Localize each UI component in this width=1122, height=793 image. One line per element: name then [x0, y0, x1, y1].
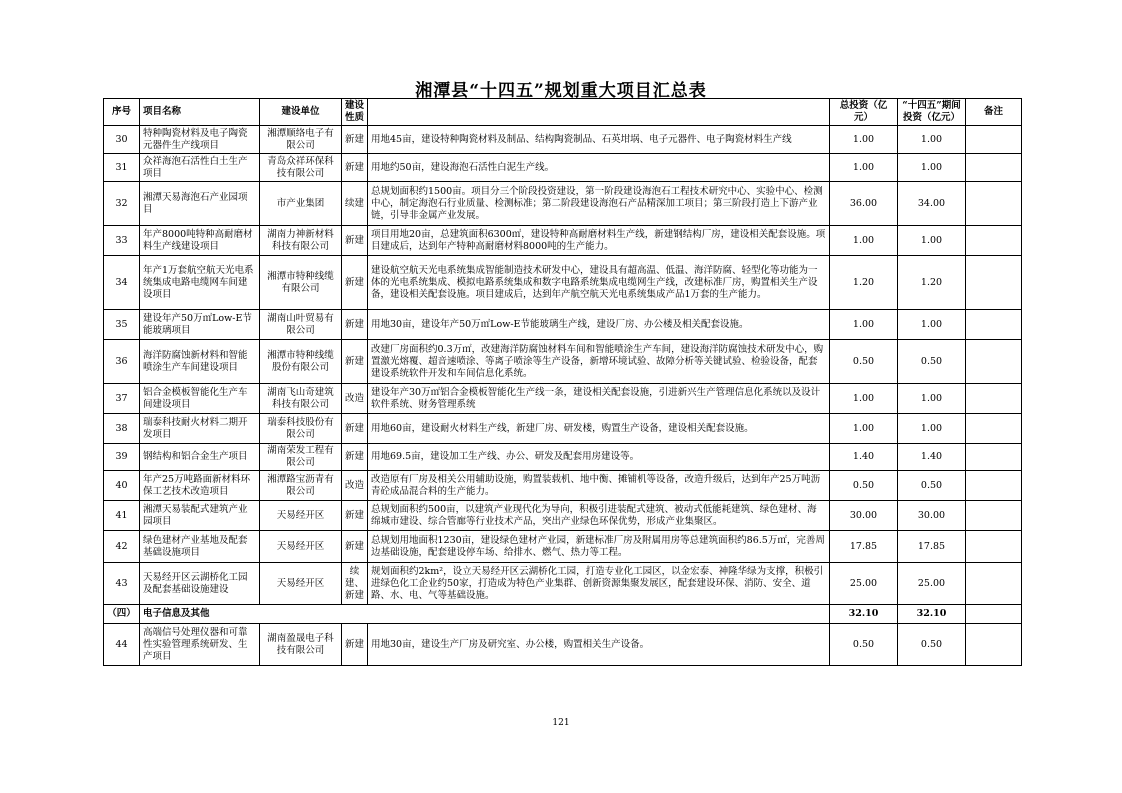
table-row — [104, 471, 1022, 501]
table-header-row — [104, 99, 1022, 126]
row-total-investment: 1.40 — [830, 444, 898, 471]
row-nature: 新建 — [342, 624, 368, 666]
row-project-name: 众祥海泡石活性白土生产项目 — [140, 154, 260, 182]
row-total-investment: 1.00 — [830, 414, 898, 444]
row-builder: 湖南力神新材料科技有限公司 — [260, 226, 342, 256]
row-total-investment: 36.00 — [830, 182, 898, 226]
table-row — [104, 154, 1022, 182]
row-nature: 续建 — [342, 182, 368, 226]
row-builder: 天易经开区 — [260, 531, 342, 563]
row-no: 37 — [104, 384, 140, 414]
table-row — [104, 126, 1022, 154]
row-remark — [966, 226, 1022, 256]
section-remark — [966, 605, 1022, 624]
row-plan-investment: 1.40 — [898, 444, 966, 471]
row-remark — [966, 310, 1022, 340]
table-row — [104, 340, 1022, 384]
row-remark — [966, 624, 1022, 666]
row-no: 38 — [104, 414, 140, 444]
row-remark — [966, 444, 1022, 471]
row-no: 30 — [104, 126, 140, 154]
table-row — [104, 226, 1022, 256]
row-total-investment: 30.00 — [830, 501, 898, 531]
row-no: 31 — [104, 154, 140, 182]
row-remark — [966, 563, 1022, 605]
row-total-investment: 0.50 — [830, 471, 898, 501]
row-remark — [966, 182, 1022, 226]
row-content: 建设年产30万㎡铝合金模板智能化生产线一条，建设相关配套设施，引进新兴生产管理信息化系统以及设计软件系统、财务管理系统 — [368, 384, 830, 414]
row-nature: 新建 — [342, 340, 368, 384]
header-nature: 建设性质 — [342, 99, 368, 126]
table-row — [104, 444, 1022, 471]
row-project-name: 湘潭天易装配式建筑产业园项目 — [140, 501, 260, 531]
row-plan-investment: 0.50 — [898, 471, 966, 501]
row-project-name: 天易经开区云湖桥化工园及配套基础设施建设 — [140, 563, 260, 605]
row-remark — [966, 501, 1022, 531]
row-remark — [966, 471, 1022, 501]
row-no: 35 — [104, 310, 140, 340]
row-content: 用地30亩，建设生产厂房及研究室、办公楼，购置相关生产设备。 — [368, 624, 830, 666]
row-remark — [966, 126, 1022, 154]
row-project-name: 钢结构和铝合金生产项目 — [140, 444, 260, 471]
row-plan-investment: 17.85 — [898, 531, 966, 563]
table-row — [104, 182, 1022, 226]
row-content: 用地约50亩，建设海泡石活性白泥生产线。 — [368, 154, 830, 182]
row-content: 改造原有厂房及相关公用辅助设施，购置装载机、地中衡、摊铺机等设备，改造升级后，达到年产25万吨沥青砼成品混合料的生产能力。 — [368, 471, 830, 501]
row-plan-investment: 1.00 — [898, 126, 966, 154]
row-no: 42 — [104, 531, 140, 563]
row-no: 34 — [104, 256, 140, 310]
table-row — [104, 624, 1022, 666]
row-nature: 新建 — [342, 414, 368, 444]
row-project-name: 湘潭天易海泡石产业园项目 — [140, 182, 260, 226]
header-name: 项目名称 — [140, 99, 260, 126]
row-builder: 天易经开区 — [260, 501, 342, 531]
row-builder: 湘潭市特种线缆有限公司 — [260, 256, 342, 310]
row-total-investment: 1.00 — [830, 310, 898, 340]
row-plan-investment: 1.00 — [898, 310, 966, 340]
row-nature: 改造 — [342, 471, 368, 501]
row-content: 用地60亩，建设耐火材料生产线，新建厂房、研发楼，购置生产设备，建设相关配套设施。 — [368, 414, 830, 444]
row-plan-investment: 1.20 — [898, 256, 966, 310]
row-remark — [966, 531, 1022, 563]
section-row — [104, 605, 1022, 624]
row-nature: 新建 — [342, 531, 368, 563]
row-total-investment: 25.00 — [830, 563, 898, 605]
row-no: 43 — [104, 563, 140, 605]
row-builder: 湘潭路宝沥青有限公司 — [260, 471, 342, 501]
section-plan: 32.10 — [898, 605, 966, 624]
row-content: 规划面积约2km²，设立天易经开区云湖桥化工园，打造专业化工园区，以金宏泰、神隆华绿为支撑，积极引进绿色化工企业约50家，打造成为特色产业集群、创新资源集聚发展区，配套建设环保、消防、安全、道路、水、电、气等基础设施。 — [368, 563, 830, 605]
section-name: 电子信息及其他 — [140, 605, 830, 624]
row-nature: 新建 — [342, 501, 368, 531]
table-row — [104, 310, 1022, 340]
row-plan-investment: 34.00 — [898, 182, 966, 226]
row-plan-investment: 0.50 — [898, 340, 966, 384]
row-content: 用地45亩，建设特种陶瓷材料及制品、结构陶瓷制品、石英坩埚、电子元器件、电子陶瓷材料生产线 — [368, 126, 830, 154]
row-total-investment: 0.50 — [830, 624, 898, 666]
table-row — [104, 414, 1022, 444]
table-row — [104, 384, 1022, 414]
row-content: 总规划用地面积1230亩，建设绿色建材产业园，新建标准厂房及附属用房等总建筑面积约86.5万㎡，完善周边基础设施，配套建设停车场、给排水、燃气、热力等工程。 — [368, 531, 830, 563]
row-nature: 续建、新建 — [342, 563, 368, 605]
row-remark — [966, 384, 1022, 414]
row-builder: 青岛众祥环保科技有限公司 — [260, 154, 342, 182]
row-nature: 新建 — [342, 126, 368, 154]
table-row — [104, 256, 1022, 310]
row-plan-investment: 0.50 — [898, 624, 966, 666]
row-total-investment: 1.20 — [830, 256, 898, 310]
row-remark — [966, 154, 1022, 182]
table-row — [104, 501, 1022, 531]
row-total-investment: 17.85 — [830, 531, 898, 563]
row-project-name: 铝合金模板智能化生产车间建设项目 — [140, 384, 260, 414]
row-no: 33 — [104, 226, 140, 256]
row-project-name: 海洋防腐蚀新材料和智能喷涂生产车间建设项目 — [140, 340, 260, 384]
row-project-name: 建设年产50万㎡Low-E节能玻璃项目 — [140, 310, 260, 340]
row-project-name: 特种陶瓷材料及电子陶瓷元器件生产线项目 — [140, 126, 260, 154]
row-builder: 湘潭顺络电子有限公司 — [260, 126, 342, 154]
row-nature: 新建 — [342, 310, 368, 340]
row-content: 用地30亩，建设年产50万㎡Low-E节能玻璃生产线，建设厂房、办公楼及相关配套设施。 — [368, 310, 830, 340]
row-no: 44 — [104, 624, 140, 666]
row-project-name: 年产8000吨特种高耐磨材料生产线建设项目 — [140, 226, 260, 256]
row-builder: 湘潭市特种线缆股份有限公司 — [260, 340, 342, 384]
row-plan-investment: 1.00 — [898, 226, 966, 256]
header-no: 序号 — [104, 99, 140, 126]
row-remark — [966, 340, 1022, 384]
projects-table — [103, 98, 1022, 666]
row-content: 用地69.5亩，建设加工生产线、办公、研发及配套用房建设等。 — [368, 444, 830, 471]
page-number: 121 — [552, 718, 570, 728]
row-nature: 新建 — [342, 226, 368, 256]
row-content: 总规划面积约1500亩。项目分三个阶段投资建设，第一阶段建设海泡石工程技术研究中心、实验中心、检测中心，制定海泡石行业质量、检测标准；第二阶段建设海泡石产品精深加工项目；第三阶段打造上下游产业链，引导非金属产业发展。 — [368, 182, 830, 226]
row-no: 32 — [104, 182, 140, 226]
row-remark — [966, 414, 1022, 444]
section-total: 32.10 — [830, 605, 898, 624]
row-plan-investment: 1.00 — [898, 414, 966, 444]
row-plan-investment: 25.00 — [898, 563, 966, 605]
header-unit: 建设单位 — [260, 99, 342, 126]
row-plan-investment: 1.00 — [898, 154, 966, 182]
row-project-name: 瑞泰科技耐火材料二期开发项目 — [140, 414, 260, 444]
header-remark: 备注 — [966, 99, 1022, 126]
row-builder: 湖南山叶贸易有限公司 — [260, 310, 342, 340]
row-project-name: 高端信号处理仪器和可靠性实验管理系统研发、生产项目 — [140, 624, 260, 666]
row-builder: 天易经开区 — [260, 563, 342, 605]
header-content — [368, 99, 830, 126]
row-no: 39 — [104, 444, 140, 471]
row-no: 36 — [104, 340, 140, 384]
row-project-name: 年产25万吨路面新材料环保工艺技术改造项目 — [140, 471, 260, 501]
row-nature: 改造 — [342, 384, 368, 414]
row-no: 41 — [104, 501, 140, 531]
row-nature: 新建 — [342, 256, 368, 310]
row-nature: 新建 — [342, 444, 368, 471]
row-total-investment: 1.00 — [830, 384, 898, 414]
table-row — [104, 563, 1022, 605]
row-nature: 新建 — [342, 154, 368, 182]
row-no: 40 — [104, 471, 140, 501]
header-total: 总投资（亿元） — [830, 99, 898, 126]
row-builder: 湖南荣发工程有限公司 — [260, 444, 342, 471]
row-total-investment: 0.50 — [830, 340, 898, 384]
row-remark — [966, 256, 1022, 310]
row-plan-investment: 1.00 — [898, 384, 966, 414]
row-project-name: 年产1万套航空航天光电系统集成电路电缆网车间建设项目 — [140, 256, 260, 310]
row-plan-investment: 30.00 — [898, 501, 966, 531]
row-content: 建设航空航天光电系统集成智能制造技术研发中心，建设具有超高温、低温、海洋防腐、轻型化等功能为一体的光电系统集成、模拟电路系统集成和数字电路系统集成电缆网生产线，改建标准厂房，购置相关生产设备，建设相关配套设施。项目建成后，达到年产航空航天光电系统集成产品1万套的生产能力。 — [368, 256, 830, 310]
row-total-investment: 1.00 — [830, 126, 898, 154]
table-row — [104, 531, 1022, 563]
row-total-investment: 1.00 — [830, 226, 898, 256]
row-total-investment: 1.00 — [830, 154, 898, 182]
row-builder: 湖南飞山奇建筑科技有限公司 — [260, 384, 342, 414]
row-builder: 瑞泰科技股份有限公司 — [260, 414, 342, 444]
row-content: 总规划面积约500亩，以建筑产业现代化为导向，积极引进装配式建筑、被动式低能耗建筑、绿色建材、海绵城市建设、综合管廊等行业技术产品，突出产业绿色环保优势，形成产业集聚区。 — [368, 501, 830, 531]
header-plan: “十四五”期间投资（亿元） — [898, 99, 966, 126]
row-project-name: 绿色建材产业基地及配套基础设施项目 — [140, 531, 260, 563]
row-content: 项目用地20亩，总建筑面积6300㎡，建设特种高耐磨材料生产线，新建钢结构厂房，建设相关配套设施。项目建成后，达到年产特种高耐磨材料8000吨的生产能力。 — [368, 226, 830, 256]
row-builder: 湖南盈晟电子科技有限公司 — [260, 624, 342, 666]
section-no: （四） — [104, 605, 140, 624]
row-content: 改建厂房面积约0.3万㎡，改建海洋防腐蚀材料车间和智能喷涂生产车间，建设海洋防腐蚀技术研发中心，购置激光熔覆、超音速喷涂、等离子喷涂等生产设备，新增环境试验、故障分析等关键试验、检验设备，配套建设系统软件开发和车间信息化系统。 — [368, 340, 830, 384]
page-title: 湘潭县“十四五”规划重大项目汇总表 — [415, 81, 707, 101]
row-builder: 市产业集团 — [260, 182, 342, 226]
